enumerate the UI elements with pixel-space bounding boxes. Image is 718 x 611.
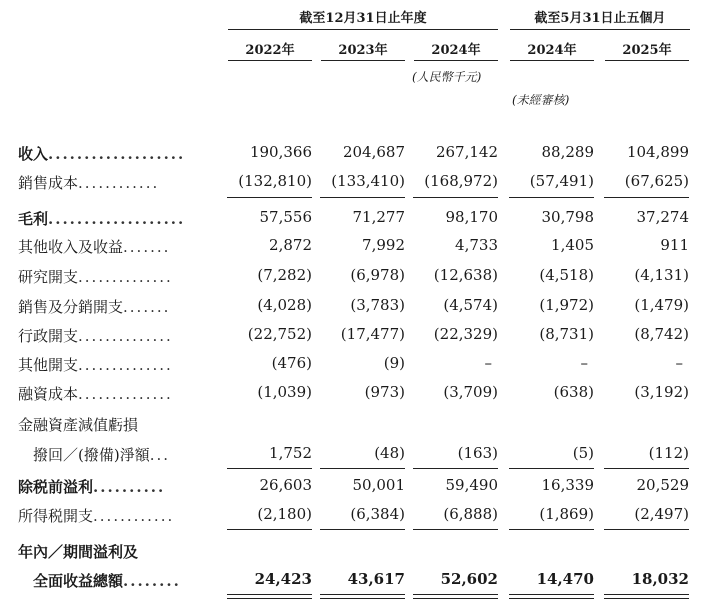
row-label-finance-costs: 融資成本.............. — [18, 385, 173, 403]
cell-total-2024: 52,602 — [440, 570, 498, 588]
row-label-total-line2: 全面收益總額........ — [33, 572, 181, 590]
cell-other-income-2023: 7,992 — [362, 236, 405, 254]
year-header-col3: 2024年 — [431, 43, 481, 58]
row-label-profit-before-tax: 除税前溢利.......... — [18, 478, 166, 496]
cell-other-income-5m2024: 1,405 — [551, 236, 594, 254]
cell-rnd-5m2024: (4,518) — [539, 266, 594, 284]
cell-total-2023: 43,617 — [347, 570, 405, 588]
group-header-full-year-rule — [228, 29, 498, 30]
cell-pbt-2024: 59,490 — [445, 476, 498, 494]
year-header-col5: 2025年 — [622, 43, 672, 58]
cell-pbt-5m2025: 20,529 — [636, 476, 689, 494]
subtotal3-rule-col3 — [413, 529, 498, 530]
row-label-cost-of-sales: 銷售成本............ — [18, 174, 160, 192]
cell-tax-2024: (6,888) — [443, 505, 498, 523]
cell-pbt-2023: 50,001 — [352, 476, 405, 494]
row-label-other-income: 其他收入及收益....... — [18, 238, 171, 256]
cell-other-income-2022: 2,872 — [269, 236, 312, 254]
cell-tax-2022: (2,180) — [257, 505, 312, 523]
unaudited-note: (未經審核) — [512, 93, 570, 107]
subtotal2-rule-col1 — [227, 468, 312, 469]
group-header-five-months: 截至5月31日止五個月 — [534, 11, 666, 26]
subtotal-rule-col1 — [227, 197, 312, 198]
cell-rnd-2022: (7,282) — [257, 266, 312, 284]
cell-selling-5m2025: (1,479) — [634, 296, 689, 314]
cell-rnd-5m2025: (4,131) — [634, 266, 689, 284]
cell-gross-2023: 71,277 — [352, 208, 405, 226]
group-header-full-year: 截至12月31日止年度 — [299, 11, 427, 26]
cell-cost-2024: (168,972) — [424, 172, 498, 190]
cell-admin-2023: (17,477) — [340, 325, 405, 343]
total-double-rule-col3 — [413, 594, 498, 599]
subtotal-rule-col4 — [509, 197, 594, 198]
row-label-impairment-line2: 撥回／(撥備)淨額... — [33, 446, 171, 464]
subtotal2-rule-col4 — [509, 468, 594, 469]
cell-cost-5m2025: (67,625) — [624, 172, 689, 190]
cell-other-income-2024: 4,733 — [455, 236, 498, 254]
cell-cost-2023: (133,410) — [331, 172, 405, 190]
cell-pbt-5m2024: 16,339 — [541, 476, 594, 494]
row-label-rnd-expenses: 研究開支.............. — [18, 268, 173, 286]
unit-note: (人民幣千元) — [412, 70, 482, 84]
cell-finance-2023: (973) — [364, 383, 405, 401]
cell-tax-5m2025: (2,497) — [634, 505, 689, 523]
cell-impairment-2022: 1,752 — [269, 444, 312, 462]
cell-finance-5m2024: (638) — [553, 383, 594, 401]
cell-other-exp-2024: – — [484, 354, 492, 372]
cell-revenue-2023: 204,687 — [342, 143, 405, 161]
year-header-col2: 2023年 — [338, 43, 388, 58]
year-header-rule-col2 — [321, 60, 405, 61]
total-double-rule-col4 — [509, 594, 594, 599]
subtotal3-rule-col4 — [509, 529, 594, 530]
year-header-rule-col5 — [605, 60, 689, 61]
row-label-gross-profit: 毛利................... — [18, 210, 186, 228]
row-label-income-tax: 所得税開支............ — [18, 507, 175, 525]
subtotal-rule-col3 — [413, 197, 498, 198]
row-label-other-expenses: 其他開支.............. — [18, 356, 173, 374]
cell-impairment-2024: (163) — [457, 444, 498, 462]
row-label-admin-expenses: 行政開支.............. — [18, 327, 173, 345]
cell-other-exp-5m2025: – — [675, 354, 683, 372]
cell-revenue-2024: 267,142 — [435, 143, 498, 161]
group-header-five-months-rule — [510, 29, 690, 30]
cell-tax-2023: (6,384) — [350, 505, 405, 523]
cell-revenue-5m2025: 104,899 — [626, 143, 689, 161]
row-label-selling-expenses: 銷售及分銷開支....... — [18, 298, 171, 316]
cell-admin-5m2024: (8,731) — [539, 325, 594, 343]
cell-total-5m2024: 14,470 — [536, 570, 594, 588]
cell-revenue-5m2024: 88,289 — [541, 143, 594, 161]
row-label-revenue: 收入................... — [18, 145, 186, 163]
cell-selling-2024: (4,574) — [443, 296, 498, 314]
cell-revenue-2022: 190,366 — [249, 143, 312, 161]
cell-finance-5m2025: (3,192) — [634, 383, 689, 401]
total-double-rule-col1 — [227, 594, 312, 599]
cell-admin-2024: (22,329) — [433, 325, 498, 343]
cell-pbt-2022: 26,603 — [259, 476, 312, 494]
cell-admin-2022: (22,752) — [247, 325, 312, 343]
cell-finance-2024: (3,709) — [443, 383, 498, 401]
subtotal2-rule-col2 — [320, 468, 405, 469]
total-double-rule-col2 — [320, 594, 405, 599]
subtotal-rule-col5 — [604, 197, 689, 198]
subtotal3-rule-col2 — [320, 529, 405, 530]
cell-cost-2022: (132,810) — [238, 172, 312, 190]
cell-tax-5m2024: (1,869) — [539, 505, 594, 523]
subtotal3-rule-col5 — [604, 529, 689, 530]
cell-gross-5m2025: 37,274 — [636, 208, 689, 226]
cell-impairment-2023: (48) — [374, 444, 405, 462]
year-header-rule-col4 — [510, 60, 594, 61]
cell-finance-2022: (1,039) — [257, 383, 312, 401]
cell-other-exp-2023: (9) — [383, 354, 405, 372]
subtotal-rule-col2 — [320, 197, 405, 198]
year-header-col1: 2022年 — [245, 43, 295, 58]
cell-admin-5m2025: (8,742) — [634, 325, 689, 343]
cell-other-income-5m2025: 911 — [660, 236, 689, 254]
cell-selling-2022: (4,028) — [257, 296, 312, 314]
cell-total-5m2025: 18,032 — [631, 570, 689, 588]
cell-other-exp-2022: (476) — [271, 354, 312, 372]
cell-rnd-2023: (6,978) — [350, 266, 405, 284]
row-label-total-line1: 年內／期間溢利及 — [18, 543, 139, 561]
cell-rnd-2024: (12,638) — [433, 266, 498, 284]
total-double-rule-col5 — [604, 594, 689, 599]
cell-cost-5m2024: (57,491) — [529, 172, 594, 190]
cell-selling-5m2024: (1,972) — [539, 296, 594, 314]
row-label-impairment-line1: 金融資產減值虧損 — [18, 416, 139, 434]
year-header-rule-col3 — [414, 60, 498, 61]
year-header-col4: 2024年 — [527, 43, 577, 58]
subtotal2-rule-col3 — [413, 468, 498, 469]
cell-gross-5m2024: 30,798 — [541, 208, 594, 226]
cell-other-exp-5m2024: – — [580, 354, 588, 372]
cell-gross-2024: 98,170 — [445, 208, 498, 226]
cell-selling-2023: (3,783) — [350, 296, 405, 314]
cell-gross-2022: 57,556 — [259, 208, 312, 226]
subtotal2-rule-col5 — [604, 468, 689, 469]
subtotal3-rule-col1 — [227, 529, 312, 530]
cell-impairment-5m2025: (112) — [648, 444, 689, 462]
cell-impairment-5m2024: (5) — [572, 444, 594, 462]
cell-total-2022: 24,423 — [254, 570, 312, 588]
year-header-rule-col1 — [228, 60, 312, 61]
